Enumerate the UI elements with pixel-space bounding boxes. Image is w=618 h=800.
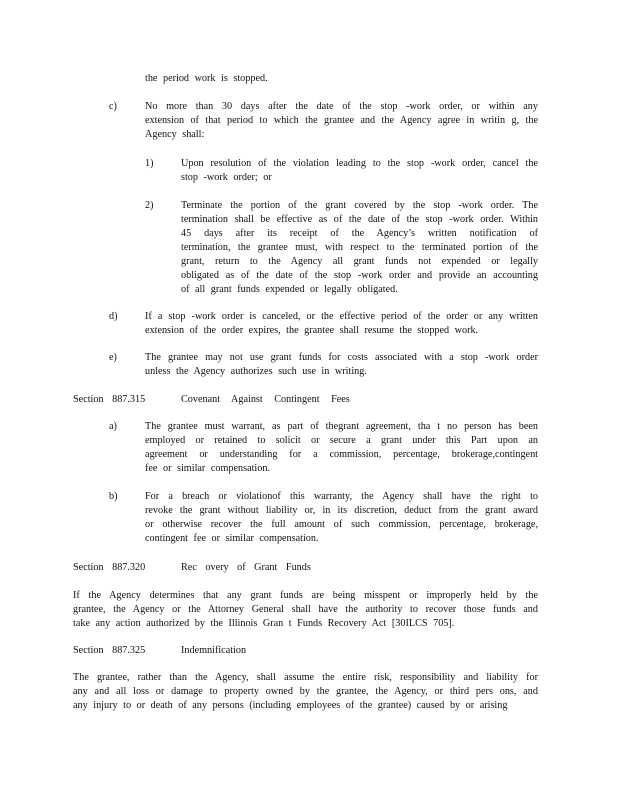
item-e-label: e) — [109, 352, 117, 363]
subitem-1-label: 1) — [145, 158, 154, 169]
section-325-number: Section 887.325 — [73, 645, 146, 656]
section-315-a-text: The grantee must warrant, as part of thegrant agreement, tha t no person has been employed or retained to solicit or secure a grant under this Part upon an agreement or understanding for a commission, percentage, brokerage,contingent fee or similar compensation. — [145, 421, 538, 474]
section-325-title: Indemnification — [181, 645, 247, 656]
subitem-2-text: Terminate the portion of the grant covered by the stop -work order. The termination shall be effective as of the date of the stop -work order. Within 45 days after its receipt of the Agency’s written notification of termination, the grantee must, with respect to the terminated portion of the grant, return to the Agency all grant funds not expended or legally obligated as of the date of the stop -work order and provide an accounting of all grant funds expended or legally obligated. — [181, 200, 538, 295]
item-c-text: No more than 30 days after the date of the stop -work order, or within any extension of that period to which the grantee and the Agency agree in writin g, the Agency shall: — [145, 101, 538, 140]
section-320-title: Rec overy of Grant Funds — [181, 562, 311, 573]
section-325-body: The grantee, rather than the Agency, shall assume the entire risk, responsibility and liability for any and all loss or damage to property owned by the grantee, the Agency, or third pers ons, and any injury to or death of any persons (including employees of the grantee) caused by or arising — [73, 672, 538, 711]
subitem-2-label: 2) — [145, 200, 154, 211]
continuation-text: the period work is stopped. — [145, 73, 268, 84]
item-d-label: d) — [109, 311, 118, 322]
item-d-text: If a stop -work order is canceled, or the effective period of the order or any written extension of the order expires, the grantee shall resume the stopped work. — [145, 311, 538, 336]
section-315-number: Section 887.315 — [73, 394, 146, 405]
section-315-b-label: b) — [109, 491, 118, 502]
section-315-b-text: For a breach or violationof this warranty, the Agency shall have the right to revoke the grant without liability or, in its discretion, deduct from the grant award or otherwise recover the full amount of such commission, percentage, brokerage, contingent fee or similar compensation. — [145, 491, 538, 544]
item-e-text: The grantee may not use grant funds for costs associated with a stop -work order unless the Agency authorizes such use in writing. — [145, 352, 538, 377]
section-315-a-label: a) — [109, 421, 117, 432]
item-c-label: c) — [109, 101, 117, 112]
subitem-1-text: Upon resolution of the violation leading to the stop -work order, cancel the stop -work order; or — [181, 158, 538, 183]
section-320-body: If the Agency determines that any grant funds are being misspent or improperly held by the grantee, the Agency or the Attorney General shall have the authority to recover those funds and take any action authorized by the Illinois Gran t Funds Recovery Act [30ILCS 705]. — [73, 590, 538, 629]
section-315-title: Covenant Against Contingent Fees — [181, 394, 350, 405]
section-320-number: Section 887.320 — [73, 562, 146, 573]
